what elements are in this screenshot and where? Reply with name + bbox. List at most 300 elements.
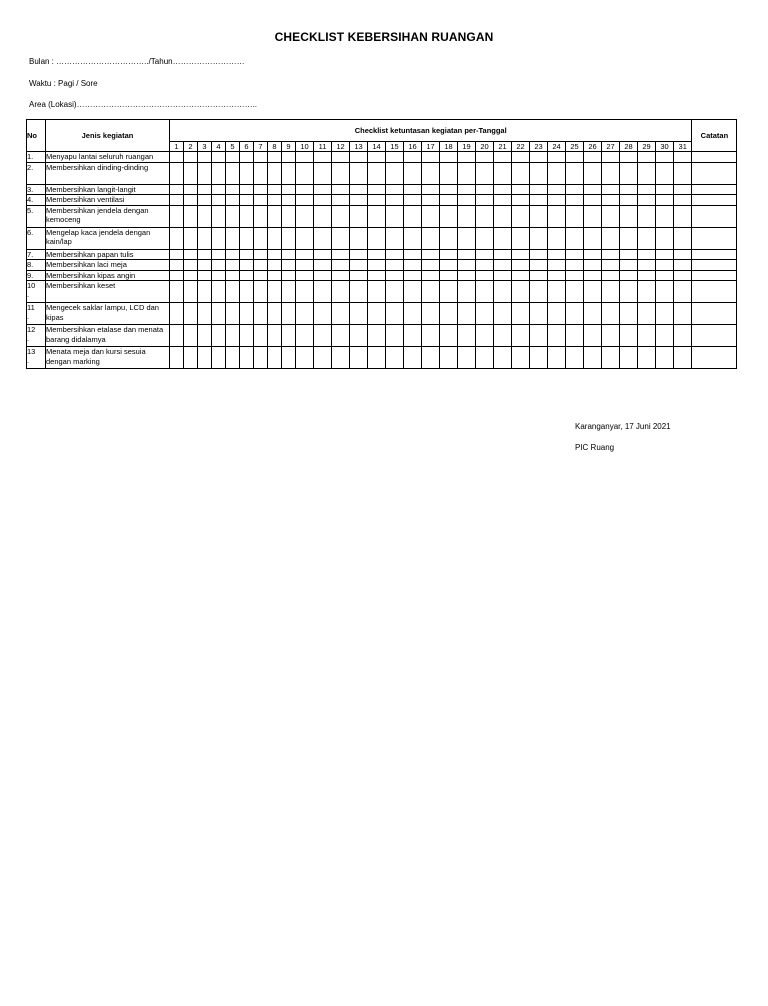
check-cell[interactable] (368, 347, 386, 369)
check-cell[interactable] (226, 227, 240, 249)
check-cell[interactable] (530, 303, 548, 325)
check-cell[interactable] (386, 325, 404, 347)
check-cell[interactable] (386, 162, 404, 184)
check-cell[interactable] (184, 162, 198, 184)
check-cell[interactable] (422, 281, 440, 303)
check-cell[interactable] (674, 249, 692, 260)
check-cell[interactable] (602, 205, 620, 227)
check-cell[interactable] (440, 195, 458, 206)
check-cell[interactable] (268, 162, 282, 184)
check-cell[interactable] (620, 162, 638, 184)
check-cell[interactable] (212, 152, 226, 163)
check-cell[interactable] (170, 249, 184, 260)
catatan-cell[interactable] (692, 347, 737, 369)
check-cell[interactable] (198, 205, 212, 227)
check-cell[interactable] (212, 249, 226, 260)
check-cell[interactable] (440, 205, 458, 227)
check-cell[interactable] (512, 152, 530, 163)
check-cell[interactable] (404, 205, 422, 227)
check-cell[interactable] (184, 281, 198, 303)
check-cell[interactable] (530, 227, 548, 249)
check-cell[interactable] (386, 184, 404, 195)
check-cell[interactable] (404, 347, 422, 369)
check-cell[interactable] (638, 195, 656, 206)
check-cell[interactable] (240, 162, 254, 184)
check-cell[interactable] (332, 227, 350, 249)
check-cell[interactable] (512, 184, 530, 195)
check-cell[interactable] (314, 195, 332, 206)
check-cell[interactable] (386, 249, 404, 260)
check-cell[interactable] (226, 184, 240, 195)
check-cell[interactable] (584, 249, 602, 260)
check-cell[interactable] (566, 303, 584, 325)
check-cell[interactable] (268, 281, 282, 303)
check-cell[interactable] (254, 205, 268, 227)
check-cell[interactable] (638, 325, 656, 347)
check-cell[interactable] (494, 205, 512, 227)
check-cell[interactable] (254, 325, 268, 347)
check-cell[interactable] (638, 303, 656, 325)
check-cell[interactable] (440, 303, 458, 325)
check-cell[interactable] (404, 227, 422, 249)
check-cell[interactable] (476, 205, 494, 227)
catatan-cell[interactable] (692, 249, 737, 260)
check-cell[interactable] (386, 260, 404, 271)
check-cell[interactable] (254, 260, 268, 271)
check-cell[interactable] (350, 205, 368, 227)
check-cell[interactable] (198, 184, 212, 195)
check-cell[interactable] (268, 184, 282, 195)
check-cell[interactable] (656, 303, 674, 325)
check-cell[interactable] (620, 347, 638, 369)
check-cell[interactable] (674, 270, 692, 281)
check-cell[interactable] (170, 325, 184, 347)
check-cell[interactable] (602, 227, 620, 249)
check-cell[interactable] (254, 270, 268, 281)
check-cell[interactable] (198, 249, 212, 260)
check-cell[interactable] (184, 303, 198, 325)
check-cell[interactable] (674, 205, 692, 227)
check-cell[interactable] (620, 205, 638, 227)
check-cell[interactable] (368, 270, 386, 281)
check-cell[interactable] (638, 249, 656, 260)
check-cell[interactable] (296, 347, 314, 369)
check-cell[interactable] (674, 303, 692, 325)
check-cell[interactable] (170, 281, 184, 303)
check-cell[interactable] (638, 270, 656, 281)
check-cell[interactable] (226, 205, 240, 227)
check-cell[interactable] (350, 260, 368, 271)
check-cell[interactable] (212, 205, 226, 227)
check-cell[interactable] (170, 162, 184, 184)
check-cell[interactable] (184, 249, 198, 260)
check-cell[interactable] (386, 270, 404, 281)
check-cell[interactable] (332, 205, 350, 227)
check-cell[interactable] (584, 152, 602, 163)
catatan-cell[interactable] (692, 270, 737, 281)
check-cell[interactable] (548, 325, 566, 347)
check-cell[interactable] (332, 281, 350, 303)
check-cell[interactable] (314, 152, 332, 163)
check-cell[interactable] (584, 195, 602, 206)
check-cell[interactable] (268, 205, 282, 227)
check-cell[interactable] (494, 162, 512, 184)
check-cell[interactable] (584, 303, 602, 325)
check-cell[interactable] (240, 227, 254, 249)
check-cell[interactable] (512, 195, 530, 206)
check-cell[interactable] (494, 270, 512, 281)
check-cell[interactable] (584, 205, 602, 227)
check-cell[interactable] (566, 249, 584, 260)
check-cell[interactable] (332, 249, 350, 260)
check-cell[interactable] (458, 325, 476, 347)
check-cell[interactable] (494, 303, 512, 325)
check-cell[interactable] (282, 325, 296, 347)
check-cell[interactable] (620, 260, 638, 271)
check-cell[interactable] (254, 152, 268, 163)
check-cell[interactable] (296, 184, 314, 195)
check-cell[interactable] (240, 303, 254, 325)
check-cell[interactable] (476, 227, 494, 249)
check-cell[interactable] (314, 281, 332, 303)
check-cell[interactable] (656, 249, 674, 260)
check-cell[interactable] (422, 227, 440, 249)
check-cell[interactable] (530, 152, 548, 163)
check-cell[interactable] (170, 270, 184, 281)
check-cell[interactable] (422, 325, 440, 347)
check-cell[interactable] (458, 162, 476, 184)
check-cell[interactable] (184, 270, 198, 281)
check-cell[interactable] (656, 325, 674, 347)
check-cell[interactable] (512, 281, 530, 303)
check-cell[interactable] (268, 325, 282, 347)
check-cell[interactable] (548, 184, 566, 195)
check-cell[interactable] (548, 249, 566, 260)
check-cell[interactable] (332, 260, 350, 271)
check-cell[interactable] (226, 270, 240, 281)
check-cell[interactable] (674, 195, 692, 206)
check-cell[interactable] (656, 281, 674, 303)
check-cell[interactable] (494, 249, 512, 260)
check-cell[interactable] (656, 205, 674, 227)
check-cell[interactable] (512, 260, 530, 271)
check-cell[interactable] (296, 260, 314, 271)
check-cell[interactable] (656, 347, 674, 369)
check-cell[interactable] (226, 152, 240, 163)
check-cell[interactable] (458, 260, 476, 271)
check-cell[interactable] (368, 281, 386, 303)
check-cell[interactable] (198, 270, 212, 281)
check-cell[interactable] (548, 270, 566, 281)
catatan-cell[interactable] (692, 303, 737, 325)
check-cell[interactable] (282, 270, 296, 281)
check-cell[interactable] (282, 152, 296, 163)
check-cell[interactable] (404, 195, 422, 206)
check-cell[interactable] (566, 152, 584, 163)
check-cell[interactable] (674, 227, 692, 249)
catatan-cell[interactable] (692, 205, 737, 227)
check-cell[interactable] (422, 303, 440, 325)
check-cell[interactable] (512, 325, 530, 347)
check-cell[interactable] (494, 227, 512, 249)
check-cell[interactable] (674, 184, 692, 195)
check-cell[interactable] (404, 303, 422, 325)
check-cell[interactable] (656, 152, 674, 163)
check-cell[interactable] (476, 184, 494, 195)
check-cell[interactable] (184, 347, 198, 369)
check-cell[interactable] (476, 195, 494, 206)
check-cell[interactable] (240, 249, 254, 260)
check-cell[interactable] (422, 260, 440, 271)
check-cell[interactable] (332, 162, 350, 184)
check-cell[interactable] (212, 162, 226, 184)
check-cell[interactable] (620, 325, 638, 347)
check-cell[interactable] (314, 249, 332, 260)
check-cell[interactable] (440, 325, 458, 347)
check-cell[interactable] (656, 260, 674, 271)
check-cell[interactable] (240, 347, 254, 369)
check-cell[interactable] (584, 184, 602, 195)
check-cell[interactable] (282, 281, 296, 303)
check-cell[interactable] (268, 347, 282, 369)
check-cell[interactable] (282, 195, 296, 206)
check-cell[interactable] (350, 152, 368, 163)
check-cell[interactable] (638, 347, 656, 369)
check-cell[interactable] (350, 184, 368, 195)
check-cell[interactable] (350, 281, 368, 303)
check-cell[interactable] (332, 270, 350, 281)
check-cell[interactable] (368, 184, 386, 195)
check-cell[interactable] (674, 281, 692, 303)
check-cell[interactable] (170, 227, 184, 249)
check-cell[interactable] (584, 162, 602, 184)
check-cell[interactable] (584, 281, 602, 303)
check-cell[interactable] (566, 260, 584, 271)
check-cell[interactable] (198, 162, 212, 184)
check-cell[interactable] (332, 347, 350, 369)
check-cell[interactable] (530, 325, 548, 347)
check-cell[interactable] (368, 152, 386, 163)
check-cell[interactable] (212, 270, 226, 281)
check-cell[interactable] (314, 347, 332, 369)
check-cell[interactable] (476, 303, 494, 325)
check-cell[interactable] (656, 227, 674, 249)
check-cell[interactable] (440, 249, 458, 260)
check-cell[interactable] (240, 260, 254, 271)
check-cell[interactable] (422, 184, 440, 195)
check-cell[interactable] (494, 260, 512, 271)
check-cell[interactable] (350, 347, 368, 369)
check-cell[interactable] (512, 249, 530, 260)
check-cell[interactable] (530, 205, 548, 227)
check-cell[interactable] (494, 195, 512, 206)
check-cell[interactable] (184, 205, 198, 227)
check-cell[interactable] (458, 152, 476, 163)
check-cell[interactable] (386, 303, 404, 325)
check-cell[interactable] (620, 270, 638, 281)
check-cell[interactable] (170, 347, 184, 369)
check-cell[interactable] (282, 249, 296, 260)
check-cell[interactable] (602, 325, 620, 347)
catatan-cell[interactable] (692, 325, 737, 347)
check-cell[interactable] (254, 347, 268, 369)
check-cell[interactable] (226, 195, 240, 206)
check-cell[interactable] (476, 249, 494, 260)
check-cell[interactable] (350, 303, 368, 325)
check-cell[interactable] (212, 281, 226, 303)
check-cell[interactable] (404, 152, 422, 163)
check-cell[interactable] (458, 184, 476, 195)
check-cell[interactable] (548, 303, 566, 325)
check-cell[interactable] (296, 195, 314, 206)
check-cell[interactable] (170, 184, 184, 195)
check-cell[interactable] (314, 205, 332, 227)
check-cell[interactable] (254, 227, 268, 249)
check-cell[interactable] (368, 162, 386, 184)
check-cell[interactable] (268, 195, 282, 206)
check-cell[interactable] (240, 152, 254, 163)
check-cell[interactable] (198, 260, 212, 271)
check-cell[interactable] (566, 205, 584, 227)
check-cell[interactable] (548, 195, 566, 206)
check-cell[interactable] (314, 260, 332, 271)
check-cell[interactable] (422, 195, 440, 206)
check-cell[interactable] (458, 270, 476, 281)
check-cell[interactable] (476, 325, 494, 347)
check-cell[interactable] (226, 260, 240, 271)
check-cell[interactable] (566, 347, 584, 369)
check-cell[interactable] (226, 281, 240, 303)
check-cell[interactable] (602, 303, 620, 325)
check-cell[interactable] (226, 347, 240, 369)
check-cell[interactable] (440, 260, 458, 271)
check-cell[interactable] (512, 162, 530, 184)
check-cell[interactable] (314, 270, 332, 281)
check-cell[interactable] (170, 260, 184, 271)
catatan-cell[interactable] (692, 195, 737, 206)
check-cell[interactable] (656, 162, 674, 184)
check-cell[interactable] (566, 162, 584, 184)
check-cell[interactable] (314, 184, 332, 195)
check-cell[interactable] (440, 162, 458, 184)
catatan-cell[interactable] (692, 184, 737, 195)
check-cell[interactable] (458, 249, 476, 260)
check-cell[interactable] (476, 260, 494, 271)
check-cell[interactable] (254, 162, 268, 184)
check-cell[interactable] (240, 270, 254, 281)
check-cell[interactable] (404, 162, 422, 184)
check-cell[interactable] (226, 303, 240, 325)
check-cell[interactable] (620, 195, 638, 206)
check-cell[interactable] (332, 325, 350, 347)
check-cell[interactable] (458, 281, 476, 303)
check-cell[interactable] (198, 347, 212, 369)
check-cell[interactable] (296, 270, 314, 281)
check-cell[interactable] (530, 347, 548, 369)
check-cell[interactable] (198, 152, 212, 163)
check-cell[interactable] (458, 227, 476, 249)
check-cell[interactable] (170, 152, 184, 163)
check-cell[interactable] (548, 260, 566, 271)
check-cell[interactable] (638, 184, 656, 195)
check-cell[interactable] (566, 270, 584, 281)
check-cell[interactable] (548, 347, 566, 369)
check-cell[interactable] (268, 270, 282, 281)
check-cell[interactable] (512, 227, 530, 249)
check-cell[interactable] (268, 227, 282, 249)
check-cell[interactable] (170, 303, 184, 325)
check-cell[interactable] (530, 249, 548, 260)
check-cell[interactable] (530, 270, 548, 281)
check-cell[interactable] (240, 205, 254, 227)
check-cell[interactable] (184, 184, 198, 195)
check-cell[interactable] (350, 270, 368, 281)
check-cell[interactable] (620, 281, 638, 303)
check-cell[interactable] (254, 249, 268, 260)
check-cell[interactable] (198, 325, 212, 347)
check-cell[interactable] (198, 281, 212, 303)
check-cell[interactable] (638, 281, 656, 303)
check-cell[interactable] (268, 249, 282, 260)
check-cell[interactable] (566, 325, 584, 347)
check-cell[interactable] (548, 281, 566, 303)
check-cell[interactable] (512, 347, 530, 369)
check-cell[interactable] (602, 270, 620, 281)
check-cell[interactable] (458, 303, 476, 325)
check-cell[interactable] (638, 260, 656, 271)
check-cell[interactable] (422, 152, 440, 163)
check-cell[interactable] (386, 152, 404, 163)
check-cell[interactable] (368, 205, 386, 227)
check-cell[interactable] (620, 303, 638, 325)
check-cell[interactable] (548, 162, 566, 184)
check-cell[interactable] (476, 152, 494, 163)
check-cell[interactable] (368, 195, 386, 206)
catatan-cell[interactable] (692, 281, 737, 303)
check-cell[interactable] (226, 162, 240, 184)
check-cell[interactable] (494, 325, 512, 347)
check-cell[interactable] (212, 347, 226, 369)
check-cell[interactable] (254, 184, 268, 195)
check-cell[interactable] (184, 195, 198, 206)
check-cell[interactable] (254, 281, 268, 303)
check-cell[interactable] (198, 303, 212, 325)
check-cell[interactable] (170, 205, 184, 227)
check-cell[interactable] (184, 325, 198, 347)
check-cell[interactable] (674, 325, 692, 347)
check-cell[interactable] (674, 162, 692, 184)
check-cell[interactable] (620, 152, 638, 163)
check-cell[interactable] (314, 227, 332, 249)
check-cell[interactable] (368, 325, 386, 347)
check-cell[interactable] (240, 281, 254, 303)
check-cell[interactable] (296, 281, 314, 303)
check-cell[interactable] (656, 184, 674, 195)
check-cell[interactable] (440, 184, 458, 195)
check-cell[interactable] (584, 347, 602, 369)
check-cell[interactable] (476, 347, 494, 369)
check-cell[interactable] (458, 347, 476, 369)
check-cell[interactable] (638, 227, 656, 249)
check-cell[interactable] (602, 347, 620, 369)
check-cell[interactable] (212, 303, 226, 325)
check-cell[interactable] (440, 281, 458, 303)
check-cell[interactable] (386, 205, 404, 227)
check-cell[interactable] (404, 184, 422, 195)
check-cell[interactable] (476, 162, 494, 184)
check-cell[interactable] (422, 162, 440, 184)
check-cell[interactable] (404, 270, 422, 281)
